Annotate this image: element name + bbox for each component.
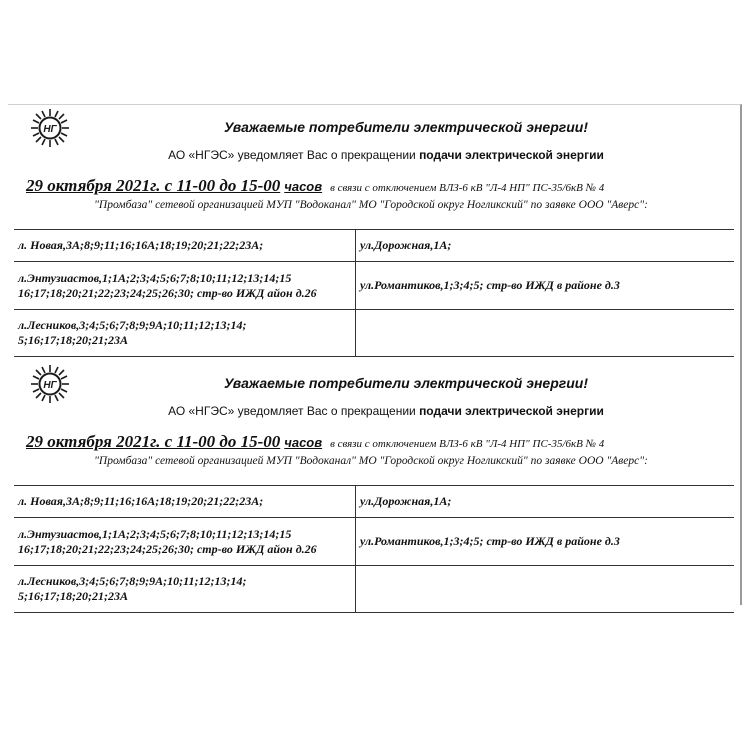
table-row	[14, 262, 734, 310]
outage-organization: "Промбаза" сетевой организацией МУП "Водоканал" МО "Городской округ Ногликский" по заявке ООО "Аверс":	[94, 455, 648, 467]
logo-text: НГ	[43, 124, 57, 135]
affected-streets-table	[14, 485, 734, 613]
table-cell: л.Энтузиастов,1;1А;2;3;4;5;6;7;8;10;11;12;13;14;15 16;17;18;20;21;22;23;24;25;26;30; стр-во ИЖД айон д.26	[14, 518, 356, 566]
table-cell: л.Лесников,3;4;5;6;7;8;9;9А;10;11;12;13;14; 5;16;17;18;20;21;23А	[14, 310, 356, 357]
table-cell: ул.Дорожная,1А;	[356, 230, 735, 262]
notice-title: Уважаемые потребители электрической энергии!	[224, 119, 588, 135]
table-cell: л. Новая,3А;8;9;11;16;16А;18;19;20;21;22;23А;	[14, 230, 356, 262]
table-row	[14, 486, 734, 518]
outage-date-line	[26, 432, 742, 452]
table-cell: л.Энтузиастов,1;1А;2;3;4;5;6;7;8;10;11;12;13;14;15 16;17;18;20;21;22;23;24;25;26;30; стр-во ИЖД айон д.26	[14, 262, 356, 310]
notice-title: Уважаемые потребители электрической энергии!	[224, 375, 588, 391]
outage-date: 29 октября 2021г. с 11-00 до 15-00	[26, 432, 281, 451]
hours-word: часов	[284, 435, 323, 450]
notice-intro	[0, 404, 742, 418]
outage-reason: в связи с отключением ВЛЗ-6 кВ "Л-4 НП" ПС-35/6кВ № 4	[330, 438, 605, 450]
table-cell: л.Лесников,3;4;5;6;7;8;9;9А;10;11;12;13;14; 5;16;17;18;20;21;23А	[14, 566, 356, 613]
intro-text: АО «НГЭС» уведомляет Вас о прекращении	[168, 148, 420, 162]
outage-date-line	[26, 176, 742, 196]
table-row	[14, 566, 734, 613]
hours-word: часов	[284, 179, 323, 194]
intro-bold-text: подачи электрической энергии	[419, 148, 604, 162]
table-row	[14, 230, 734, 262]
table-cell: ул.Дорожная,1А;	[356, 486, 735, 518]
affected-streets-table	[14, 229, 734, 357]
table-cell	[356, 566, 735, 613]
table-row	[14, 518, 734, 566]
outage-date: 29 октября 2021г. с 11-00 до 15-00	[26, 176, 281, 195]
logo-text: НГ	[43, 380, 57, 391]
table-cell: ул.Романтиков,1;3;4;5; стр-во ИЖД в районе д.3	[356, 262, 735, 310]
table-cell: л. Новая,3А;8;9;11;16;16А;18;19;20;21;22;23А;	[14, 486, 356, 518]
intro-bold-text: подачи электрической энергии	[419, 404, 604, 418]
outage-reason: в связи с отключением ВЛЗ-6 кВ "Л-4 НП" ПС-35/6кВ № 4	[330, 182, 605, 194]
intro-text: АО «НГЭС» уведомляет Вас о прекращении	[168, 404, 420, 418]
notice-intro	[0, 148, 742, 162]
outage-organization: "Промбаза" сетевой организацией МУП "Водоканал" МО "Городской округ Ногликский" по заявке ООО "Аверс":	[94, 199, 648, 211]
table-row	[14, 310, 734, 357]
table-cell: ул.Романтиков,1;3;4;5; стр-во ИЖД в районе д.3	[356, 518, 735, 566]
table-cell	[356, 310, 735, 357]
